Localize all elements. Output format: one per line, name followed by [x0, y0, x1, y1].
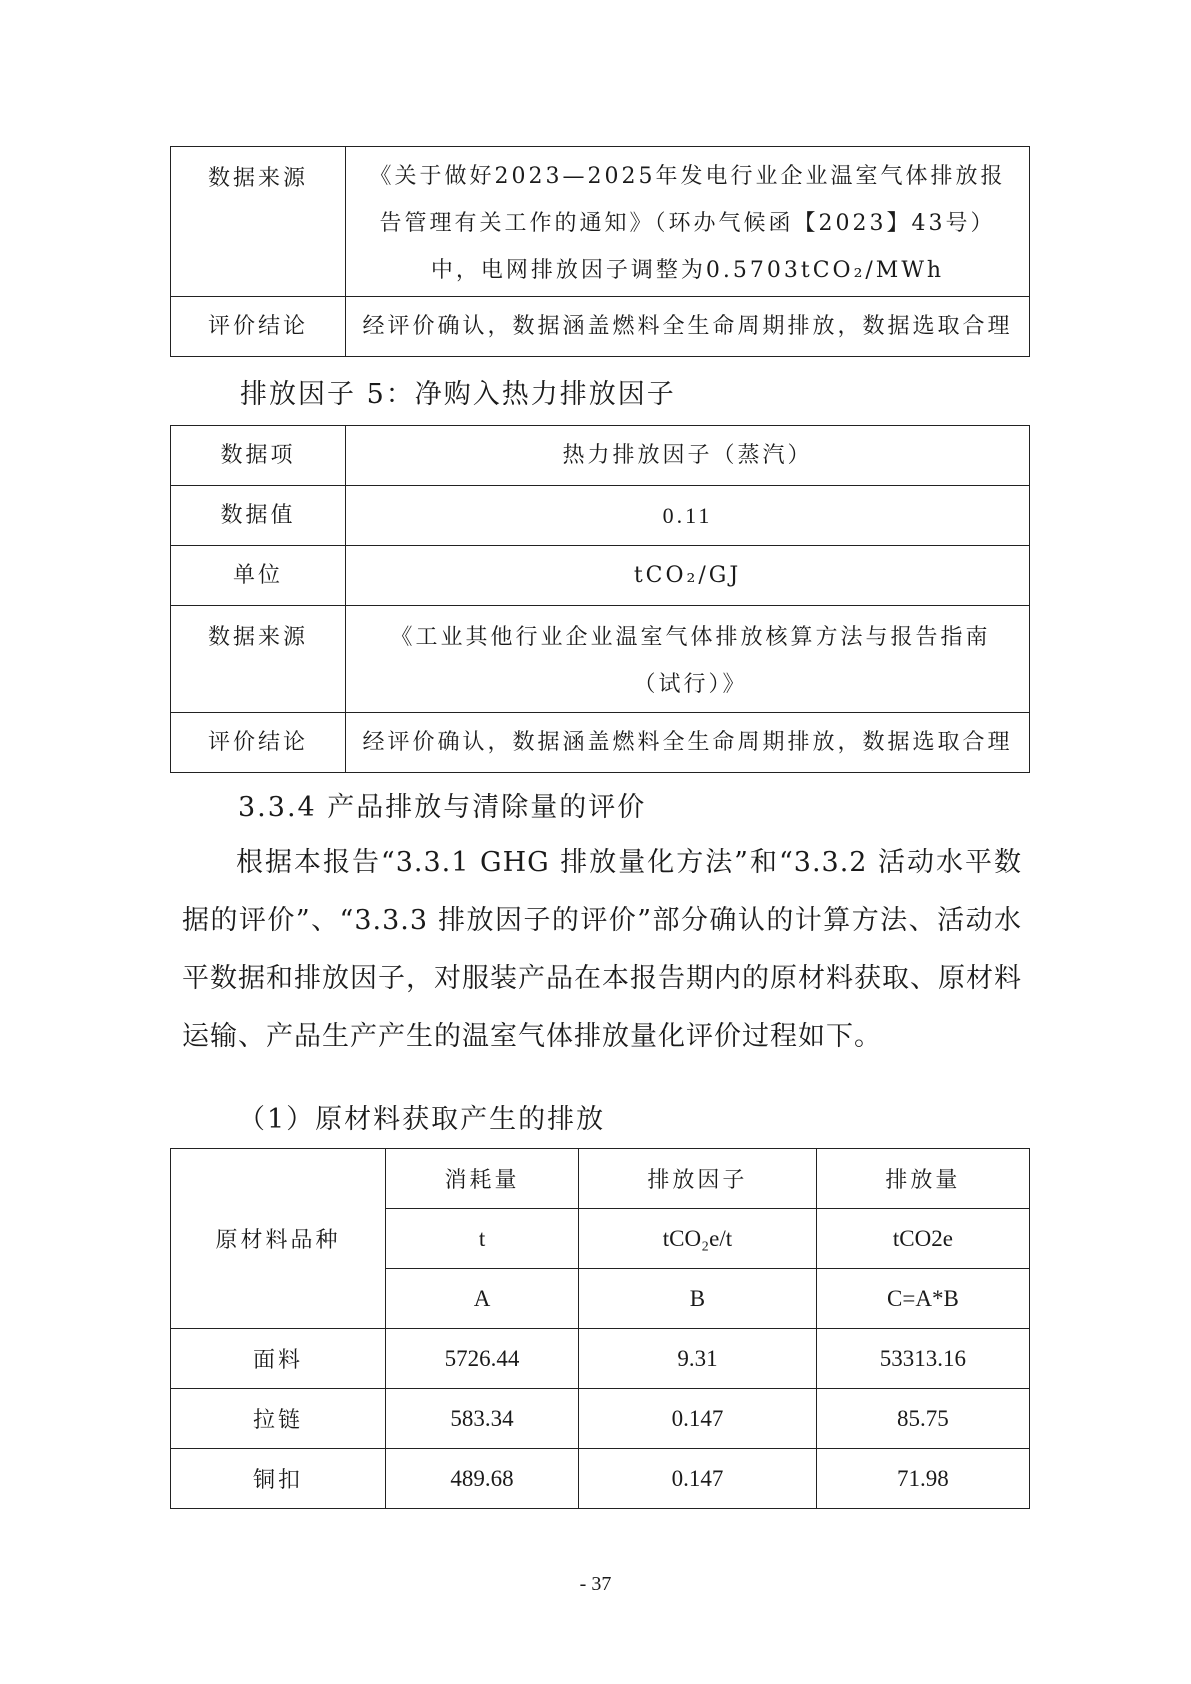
factor5-table	[170, 425, 1030, 773]
materials-table	[170, 1148, 1030, 1509]
emission-cell: 53313.16	[816, 1329, 1029, 1389]
page-number: - 37	[579, 1573, 612, 1595]
material-cell: 铜扣	[171, 1449, 386, 1509]
row-label: 数据项	[171, 426, 346, 486]
unit-cell: tCO2e	[816, 1209, 1029, 1269]
symbol-cell: A	[386, 1269, 579, 1329]
emission-cell: 85.75	[816, 1389, 1029, 1449]
row-header-cell: 原材料品种	[171, 1149, 386, 1329]
row-value: 热力排放因子（蒸汽）	[346, 426, 1030, 486]
table-row	[171, 1329, 1030, 1389]
row-value: 《关于做好2023—2025年发电行业企业温室气体排放报告管理有关工作的通知》（环办气候函【2023】43号）中，电网排放因子调整为0.5703tCO₂/MWh	[346, 147, 1030, 297]
table-header-row	[171, 1149, 1030, 1209]
material-cell: 面料	[171, 1329, 386, 1389]
subsection-heading: （1）原材料获取产生的排放	[238, 1104, 606, 1135]
table-row	[171, 147, 1030, 297]
consumption-cell: 5726.44	[386, 1329, 579, 1389]
row-value: 经评价确认，数据涵盖燃料全生命周期排放，数据选取合理	[346, 713, 1030, 773]
column-header: 消耗量	[386, 1149, 579, 1209]
emission-cell: 71.98	[816, 1449, 1029, 1509]
table-row	[171, 1449, 1030, 1509]
symbol-cell: B	[579, 1269, 817, 1329]
factor-cell: 0.147	[579, 1389, 817, 1449]
factor-cell: 0.147	[579, 1449, 817, 1509]
body-paragraph: 根据本报告“3.3.1 GHG 排放量化方法”和“3.3.2 活动水平数据的评价”、“3.3.3 排放因子的评价”部分确认的计算方法、活动水平数据和排放因子，对服装产品在本报告期内的原材料获取、原材料运输、产品生产产生的温室气体排放量化评价过程如下。	[182, 847, 1022, 1052]
material-cell: 拉链	[171, 1389, 386, 1449]
table-row	[171, 1389, 1030, 1449]
factor5-caption: 排放因子 5：净购入热力排放因子	[240, 379, 676, 410]
column-header: 排放因子	[579, 1149, 817, 1209]
row-label: 数据来源	[171, 147, 346, 297]
row-value: 《工业其他行业企业温室气体排放核算方法与报告指南（试行）》	[346, 606, 1030, 713]
row-label: 评价结论	[171, 297, 346, 357]
factor-cell: 9.31	[579, 1329, 817, 1389]
table-row	[171, 606, 1030, 713]
row-label: 单位	[171, 546, 346, 606]
row-value: 0.11	[346, 486, 1030, 546]
consumption-cell: 583.34	[386, 1389, 579, 1449]
row-label: 数据来源	[171, 606, 346, 713]
table-row	[171, 297, 1030, 357]
table-row	[171, 713, 1030, 773]
table-row	[171, 546, 1030, 606]
table-row	[171, 486, 1030, 546]
symbol-cell: C=A*B	[816, 1269, 1029, 1329]
column-header: 排放量	[816, 1149, 1029, 1209]
table-row	[171, 426, 1030, 486]
section-heading: 3.3.4 产品排放与清除量的评价	[238, 792, 647, 823]
row-value: 经评价确认，数据涵盖燃料全生命周期排放，数据选取合理	[346, 297, 1030, 357]
row-label: 数据值	[171, 486, 346, 546]
row-label: 评价结论	[171, 713, 346, 773]
grid-factor-table	[170, 146, 1030, 357]
consumption-cell: 489.68	[386, 1449, 579, 1509]
row-value: tCO₂/GJ	[346, 546, 1030, 606]
unit-cell: t	[386, 1209, 579, 1269]
unit-cell: tCO₂e/t	[579, 1209, 817, 1269]
